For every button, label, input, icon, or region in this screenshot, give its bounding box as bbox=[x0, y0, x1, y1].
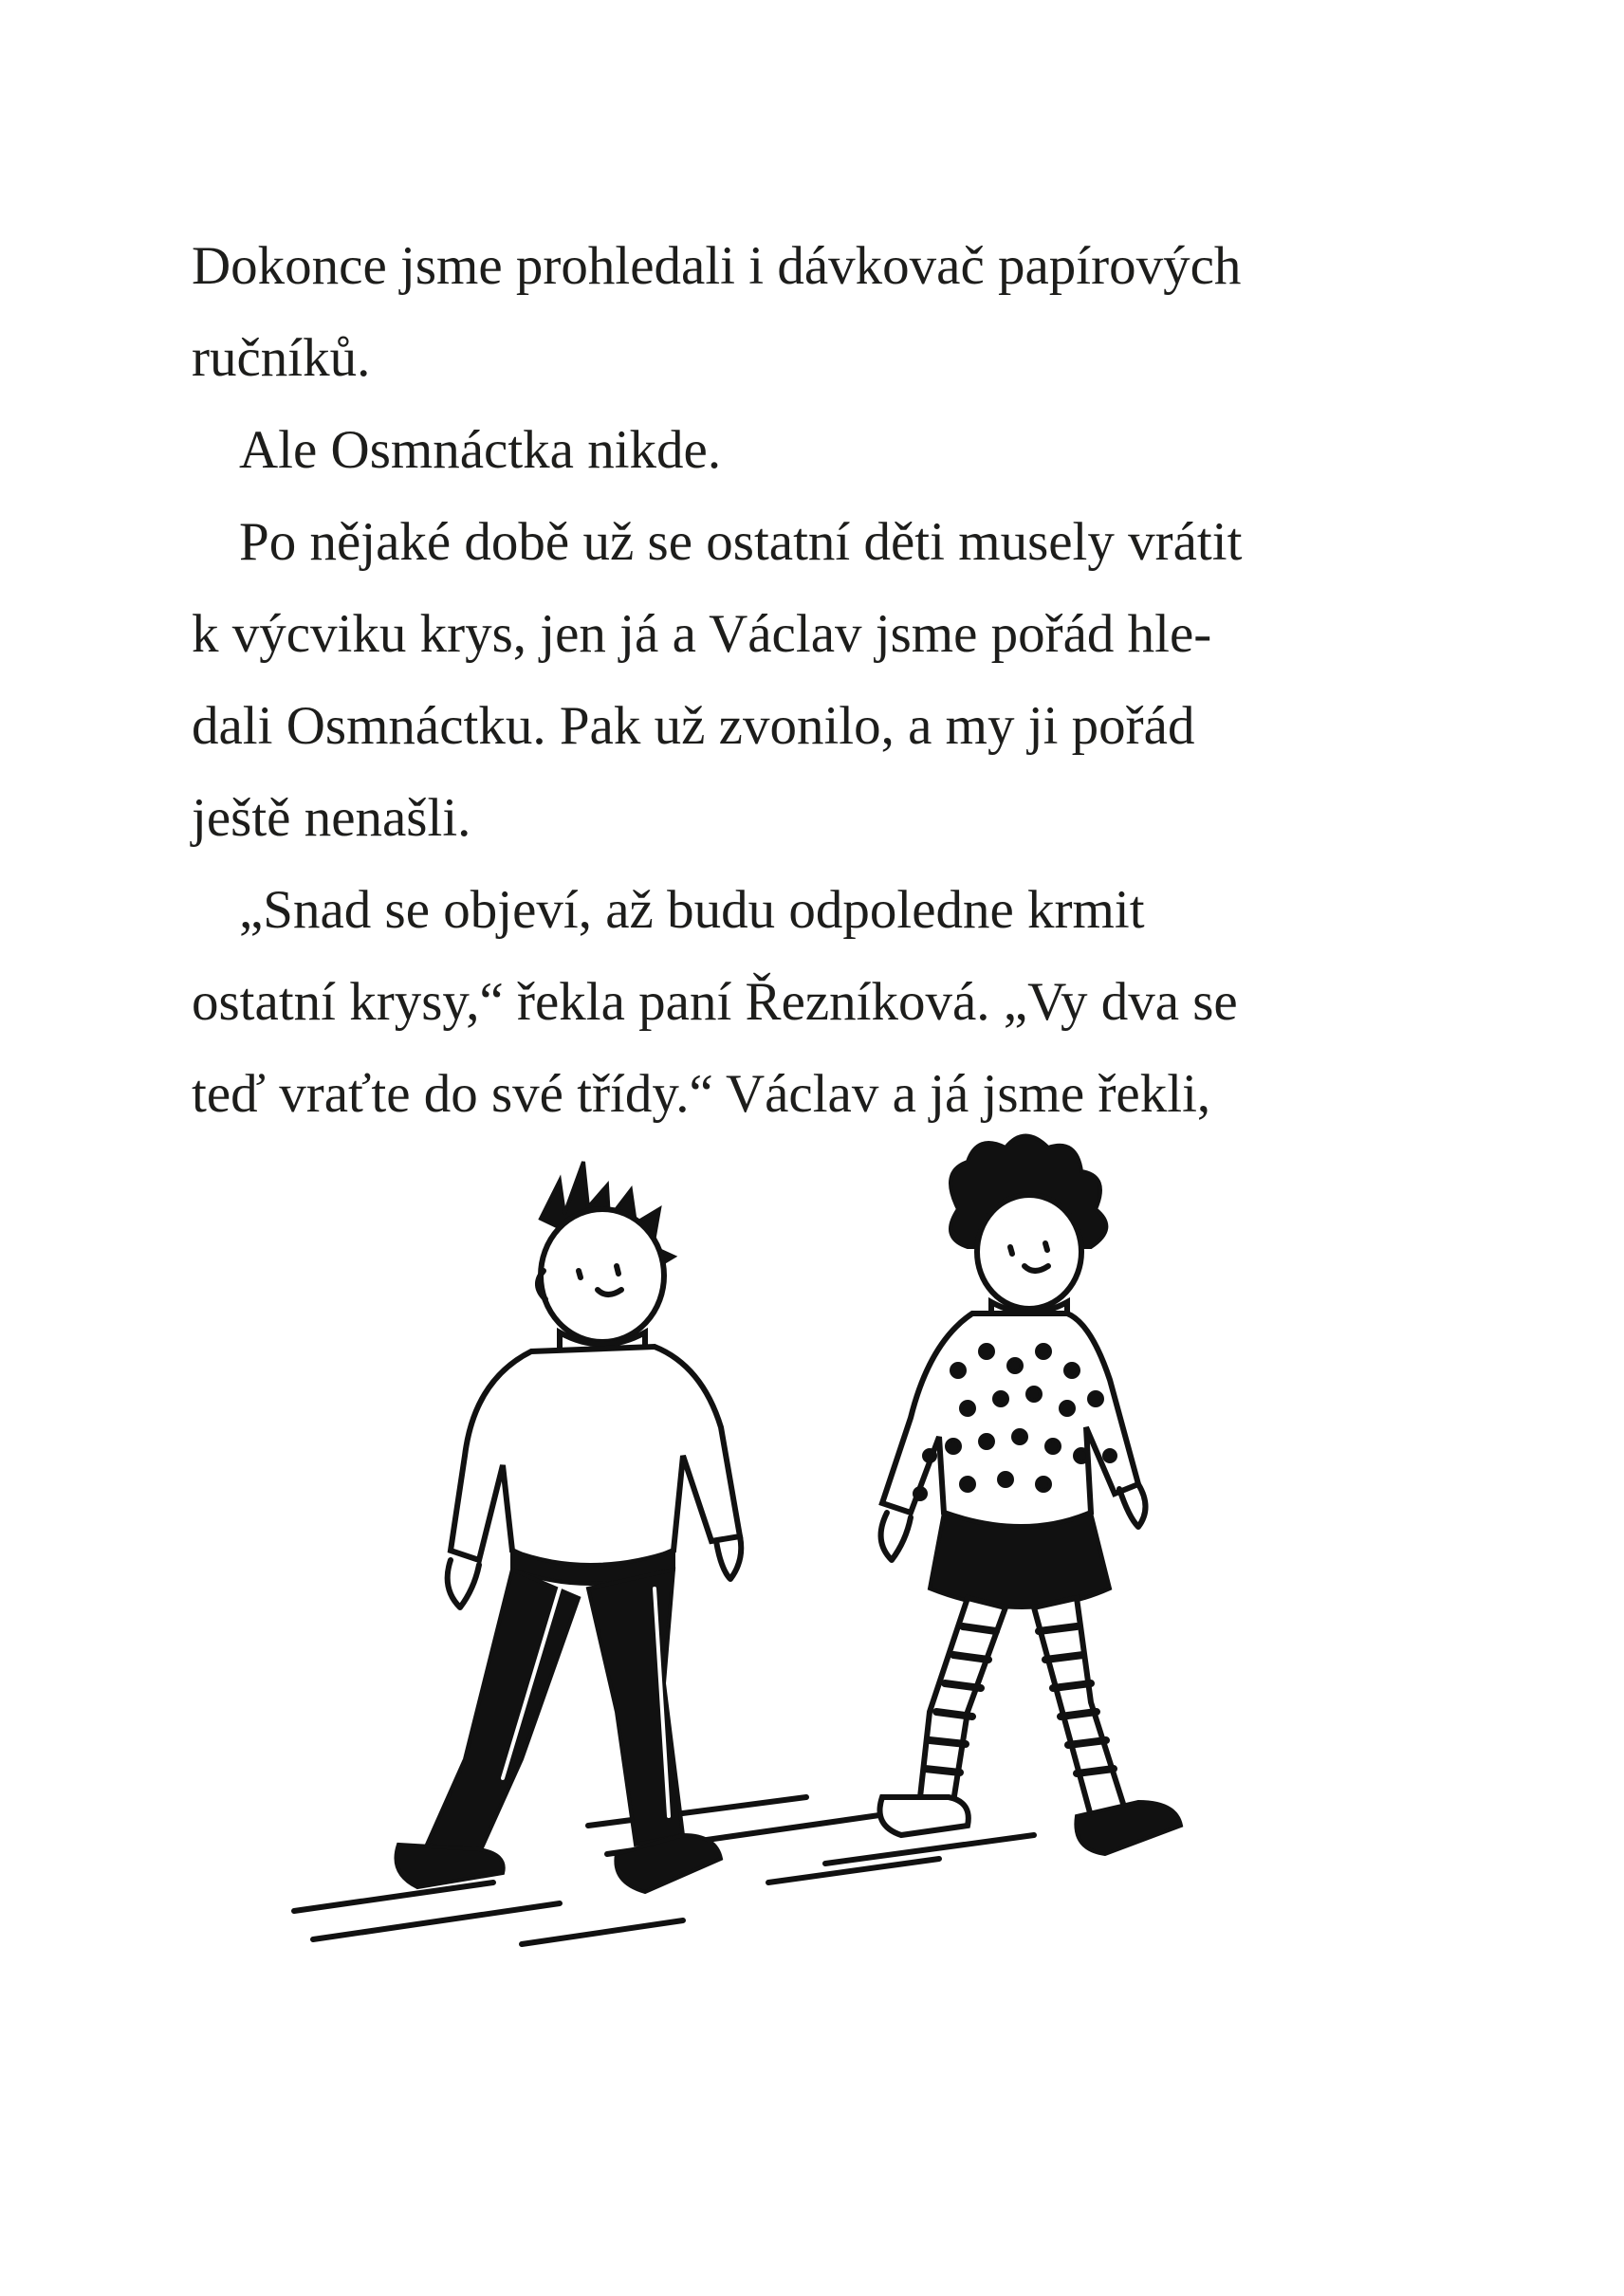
text-line: „Snad se objeví, až budu odpoledne krmit bbox=[239, 880, 1145, 940]
girl-figure bbox=[880, 1136, 1182, 1855]
boy-figure bbox=[397, 1162, 742, 1892]
text-line: teď vraťte do své třídy.“ Václav a já jsme řekli, bbox=[192, 1064, 1211, 1124]
body-text bbox=[192, 220, 1434, 1140]
text-line: k výcviku krys, jen já a Václav jsme pořád hle- bbox=[192, 604, 1212, 664]
text-line: ručníků. bbox=[192, 328, 371, 388]
text-line: Dokonce jsme prohledali i dávkovač papírových bbox=[192, 236, 1242, 296]
text-line: ještě nenašli. bbox=[192, 788, 471, 848]
text-line: dali Osmnáctku. Pak už zvonilo, a my ji pořád bbox=[192, 696, 1195, 756]
text-line: Ale Osmnáctka nikde. bbox=[239, 420, 722, 480]
text-line: ostatní krysy,“ řekla paní Řezníková. „Vy dva se bbox=[192, 972, 1238, 1032]
illustration-two-children-walking bbox=[275, 1095, 1300, 2034]
text-line: Po nějaké době už se ostatní děti musely vrátit bbox=[239, 512, 1243, 572]
